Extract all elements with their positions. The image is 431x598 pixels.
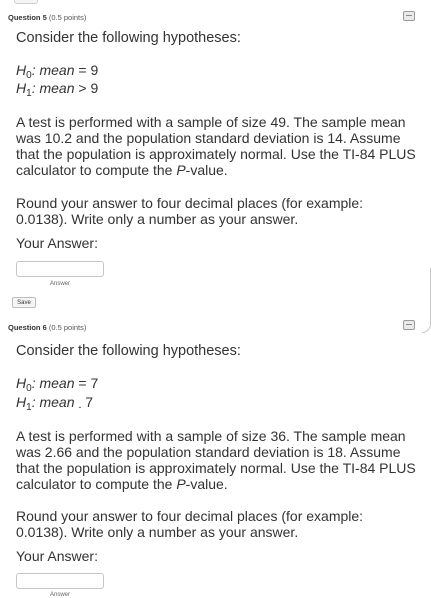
hypothesis-lhs: : mean [31, 80, 75, 96]
question-header [8, 13, 86, 22]
hypothesis-subscript: 1 [26, 88, 32, 99]
null-hypothesis [16, 375, 98, 394]
question-prompt: Consider the following hypotheses: [16, 30, 241, 46]
alternative-hypothesis [16, 80, 98, 99]
answer-caption: Answer [50, 592, 71, 598]
question-body-end: -value. [185, 162, 228, 178]
previous-save-button-edge[interactable] [14, 0, 38, 4]
hypothesis-value: 9 [90, 80, 99, 96]
question-prompt: Consider the following hypotheses: [16, 343, 241, 359]
p-symbol: P [176, 476, 186, 492]
flag-icon[interactable] [403, 11, 415, 21]
hypothesis-lhs: : mean [31, 375, 75, 391]
scrollbar-edge [422, 268, 431, 333]
answer-input[interactable] [16, 573, 104, 589]
question-points: (0.5 points) [48, 323, 87, 332]
hypothesis-symbol: H [16, 80, 27, 96]
alternative-hypothesis [16, 394, 93, 413]
question-body [16, 114, 418, 178]
hypothesis-subscript: 1 [26, 402, 32, 413]
hypothesis-value: 7 [90, 375, 99, 391]
question-body-text: A test is performed with a sample of size 49. The sample mean was 10.2 and the population standard deviation is 14. Assume that the population is approximately normal. Use the TI-84 PLUS calculator to compute the [16, 114, 416, 178]
hypothesis-operator: = [78, 375, 87, 391]
hypothesis-operator: - [78, 402, 82, 412]
hypothesis-symbol: H [16, 62, 27, 78]
hypothesis-lhs: : mean [31, 62, 75, 78]
hypothesis-subscript: 0 [26, 383, 32, 394]
question-body-end: -value. [185, 476, 228, 492]
hypothesis-subscript: 0 [26, 70, 32, 81]
hypothesis-operator: = [78, 62, 87, 78]
question-number: Question 6 [8, 323, 47, 332]
answer-instructions: Round your answer to four decimal places (for example: 0.0138). Write only a number as your answer. [16, 508, 364, 540]
question-header [8, 323, 86, 332]
answer-caption: Answer [50, 281, 71, 287]
null-hypothesis [16, 62, 98, 81]
answer-instructions: Round your answer to four decimal places (for example: 0.0138). Write only a number as your answer. [16, 195, 364, 227]
hypothesis-symbol: H [16, 394, 27, 410]
your-answer-label: Your Answer: [16, 548, 98, 564]
hypothesis-lhs: : mean [31, 394, 75, 410]
question-number: Question 5 [8, 13, 47, 22]
save-button[interactable]: Save [12, 297, 36, 308]
hypothesis-value: 9 [90, 62, 99, 78]
hypothesis-operator: > [78, 80, 87, 96]
question-points: (0.5 points) [48, 13, 87, 22]
question-body-text: A test is performed with a sample of size 36. The sample mean was 2.66 and the population standard deviation is 18. Assume that the population is approximately normal. Use the TI-84 PLUS calculator to compute the [16, 428, 416, 492]
answer-input[interactable] [16, 261, 104, 277]
p-symbol: P [176, 162, 186, 178]
flag-icon[interactable] [403, 320, 415, 330]
your-answer-label: Your Answer: [16, 235, 98, 251]
hypothesis-value: 7 [85, 394, 94, 410]
question-body [16, 428, 418, 492]
hypothesis-symbol: H [16, 375, 27, 391]
